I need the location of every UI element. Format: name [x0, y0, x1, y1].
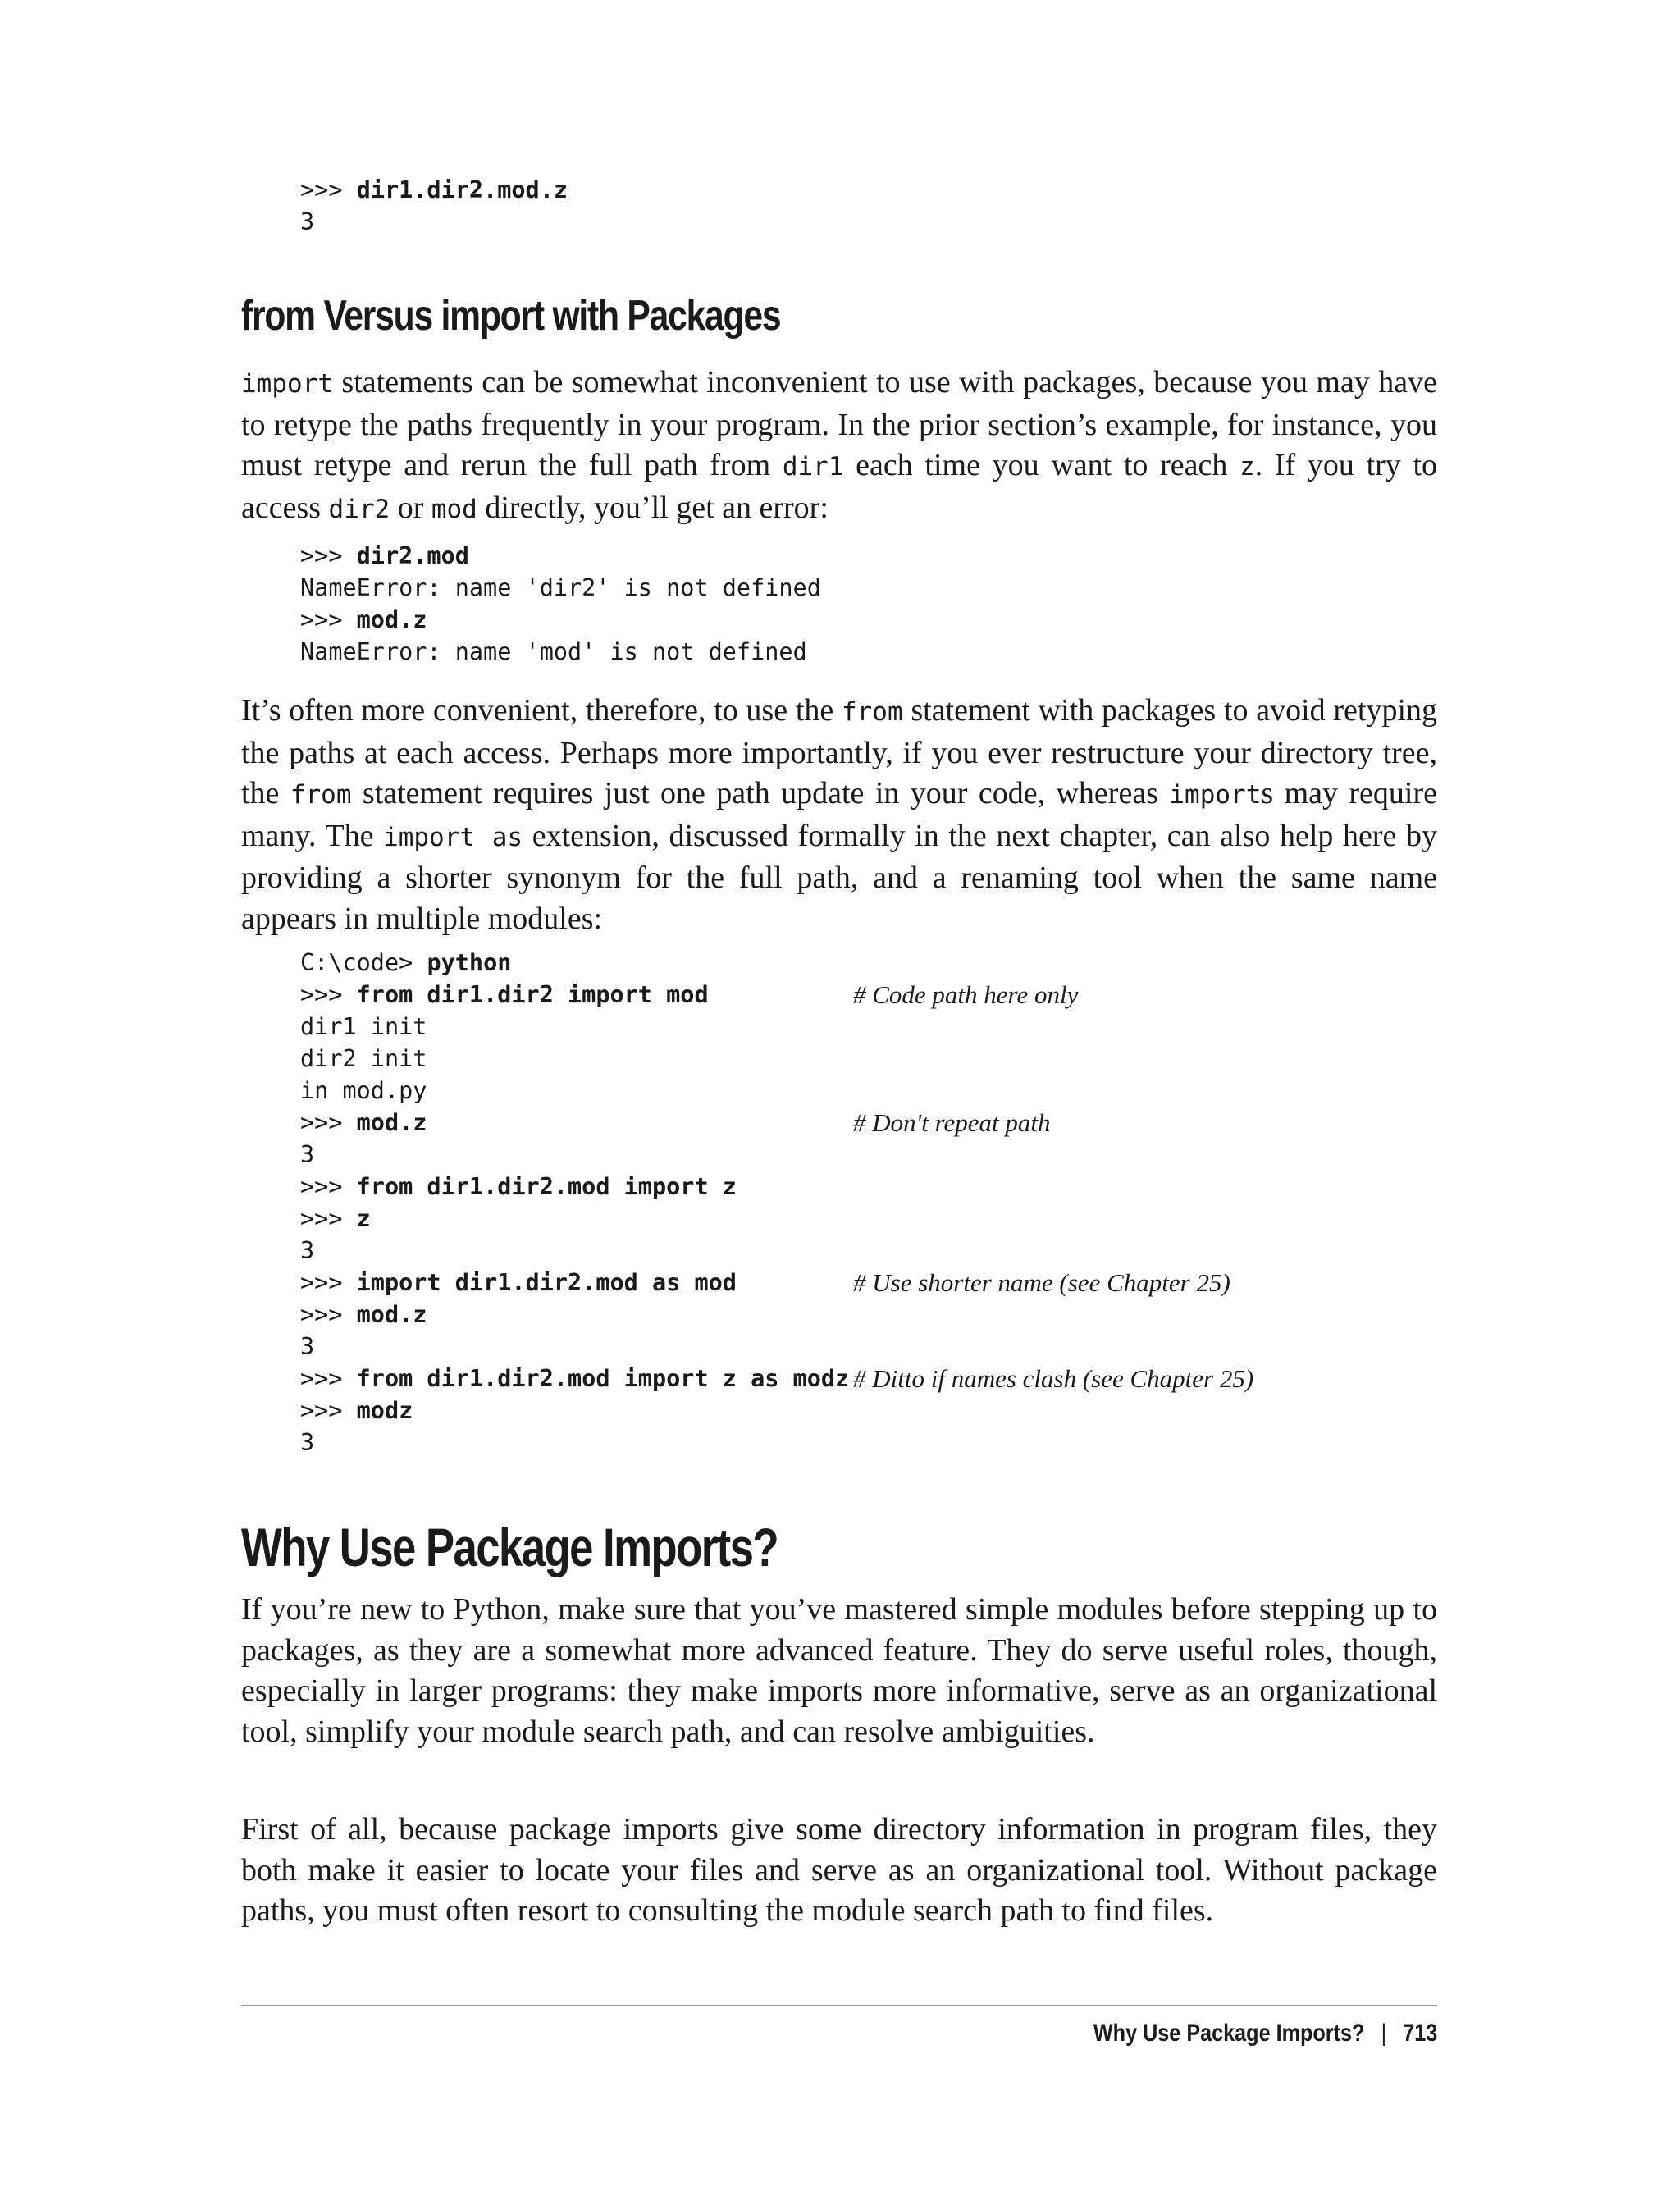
code-block-top [300, 174, 568, 238]
code-prompt: >>> [300, 542, 357, 569]
code-comment: # Ditto if names clash (see Chapter 25) [853, 1364, 1254, 1393]
code-input: mod.z [356, 1109, 427, 1136]
code-input: mod.z [356, 606, 427, 633]
code-input: mod.z [356, 1301, 427, 1328]
code-line [300, 1395, 849, 1427]
code-input: z [356, 1205, 371, 1232]
footer-separator: | [1381, 2020, 1386, 2047]
code-line [300, 979, 1079, 1011]
code-line [300, 1171, 849, 1203]
code-line [300, 540, 821, 572]
code-line [300, 1043, 849, 1075]
code-line [300, 1363, 1254, 1395]
code-line [300, 947, 849, 979]
code-input: from dir1.dir2.mod import z [356, 1173, 737, 1200]
footer-rule [241, 2005, 1437, 2006]
code-text: dir1 init [300, 1013, 427, 1040]
code-text: 3 [300, 1429, 315, 1456]
code-line [300, 636, 821, 668]
code-line [300, 1235, 849, 1267]
code-input: from dir1.dir2 import mod [356, 981, 709, 1008]
code-prompt: >>> [300, 1365, 357, 1392]
code-comment: # Use shorter name (see Chapter 25) [853, 1268, 1230, 1297]
code-block-errors [300, 540, 821, 668]
code-text: 3 [300, 1333, 315, 1360]
paragraph-4: First of all, because package imports give some directory information in program files, they both make it easier to locate your files and serve as an organizational tool. Without package paths, you must often resort to consulting the module search path to find files. [241, 1812, 1437, 1928]
code-line [300, 1203, 849, 1235]
code-input: from dir1.dir2.mod import z as modz [356, 1365, 850, 1392]
paragraph-1: import statements can be somewhat inconvenient to use with packages, because you may have to retype the paths frequently in your program. In the prior section’s example, for instance, you must retype and rerun the full path from dir1 each time you want to reach z. If you try to access dir2 or mod directly, you’ll get an error: [241, 365, 1438, 525]
code-line [300, 604, 821, 636]
code-input: dir1.dir2.mod.z [356, 176, 568, 203]
code-text: NameError: name 'dir2' is not defined [300, 574, 821, 601]
code-input: python [427, 949, 512, 976]
code-comment: # Code path here only [853, 980, 1079, 1009]
code-line [300, 1011, 849, 1043]
page-footer [1093, 2020, 1437, 2048]
code-prompt: >>> [300, 1173, 357, 1200]
code-line [300, 1427, 849, 1459]
code-block-examples [300, 947, 1254, 1459]
code-text: 3 [300, 1237, 315, 1264]
code-input: dir2.mod [356, 542, 469, 569]
code-line [300, 206, 568, 238]
paragraph-2: It’s often more convenient, therefore, to use the from statement with packages to avoid retyping the paths at each access. Perhaps more importantly, if you ever restructure your directory tree, the from statement requires just one path update in your code, whereas imports may require many. The import as extension, discussed formally in the next chapter, can also help here by providing a shorter synonym for the full path, and a renaming tool when the same name appears in multiple modules: [241, 693, 1438, 936]
code-line [300, 1107, 1051, 1139]
code-input: modz [356, 1397, 413, 1424]
code-text: C:\code> [300, 949, 427, 976]
code-text: 3 [300, 208, 315, 235]
code-line [300, 1267, 1230, 1299]
code-text: in mod.py [300, 1077, 427, 1104]
code-line [300, 174, 568, 206]
code-text: NameError: name 'mod' is not defined [300, 638, 807, 665]
code-text: 3 [300, 1141, 315, 1168]
code-line [300, 1075, 849, 1107]
code-prompt: >>> [300, 1109, 357, 1136]
code-prompt: >>> [300, 1301, 357, 1328]
code-input: import dir1.dir2.mod as mod [356, 1269, 737, 1296]
page-number: 713 [1402, 2020, 1437, 2047]
chapter-heading: Why Use Package Imports? [241, 1517, 778, 1577]
code-line [300, 1331, 849, 1363]
code-line [300, 572, 821, 604]
code-prompt: >>> [300, 1269, 357, 1296]
code-comment: # Don't repeat path [853, 1108, 1051, 1137]
code-prompt: >>> [300, 1205, 357, 1232]
code-line [300, 1139, 849, 1171]
code-prompt: >>> [300, 981, 357, 1008]
code-prompt: >>> [300, 1397, 357, 1424]
code-prompt: >>> [300, 176, 357, 203]
paragraph-3: If you’re new to Python, make sure that you’ve mastered simple modules before stepping up to packages, as they are a somewhat more advanced feature. They do serve useful roles, though, especially in larger programs: they make imports more informative, serve as an organizational tool, simplify your module search path, and can resolve ambiguities. [241, 1592, 1437, 1749]
section-heading: from Versus import with Packages [241, 292, 781, 340]
code-prompt: >>> [300, 606, 357, 633]
code-line [300, 1299, 849, 1331]
running-title: Why Use Package Imports? [1093, 2020, 1365, 2047]
code-text: dir2 init [300, 1045, 427, 1072]
